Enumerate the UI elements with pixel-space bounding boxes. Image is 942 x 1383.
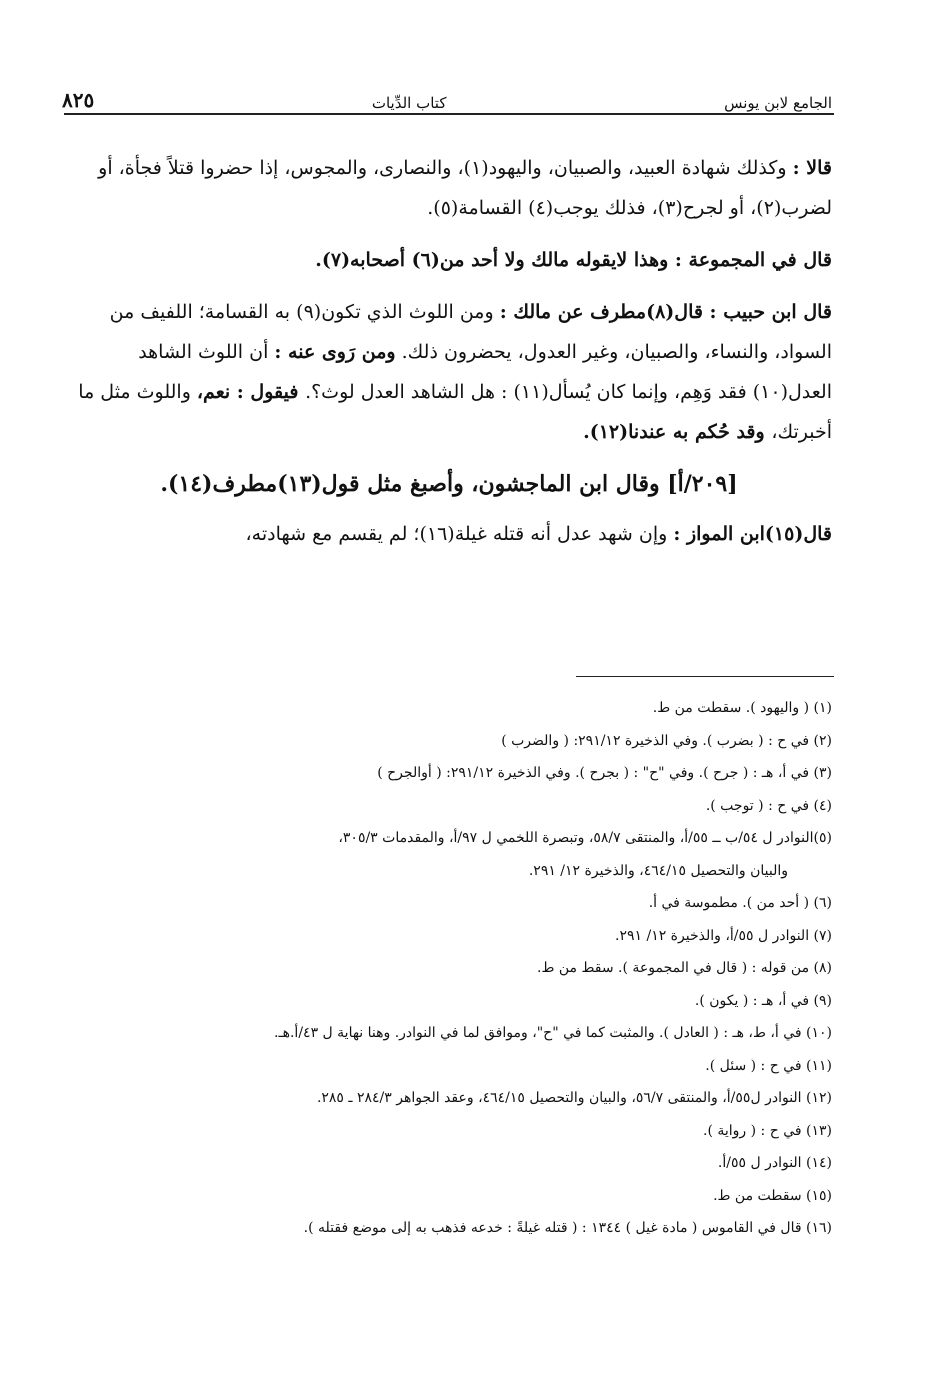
footnote-2: (٢) في ح : ( بضرب ). وفي الذخيرة ٢٩١/١٢: ( والضرب ) (501, 732, 832, 749)
main-text (66, 148, 832, 554)
chapter-title: كتاب الدِّيات (371, 94, 447, 112)
footnote-11: (١١) في ح : ( سئل ). (705, 1057, 832, 1074)
page-number: ٨٢٥ (62, 88, 95, 112)
paragraph-3 (66, 292, 832, 452)
footnote-5: (٥)النوادر ل ٥٤/ب ــ ٥٥/أ، والمنتقى ٥٨/٧، وتبصرة اللخمي ل ٩٧/أ، والمقدمات ٣٠٥/٣، (338, 830, 832, 846)
footnotes (64, 692, 832, 1245)
paragraph-3-d: فيقول : نعم، (196, 381, 306, 403)
footnote-6: (٦) ( أحد من ). مطموسة في أ. (648, 895, 832, 911)
paragraph-5 (66, 514, 832, 554)
paragraph-3-lead: قال ابن حبيب : قال(٨)مطرف عن مالك : (499, 301, 832, 323)
paragraph-3-text: ومن اللوث الذي تكون(٩) به القسامة؛ اللفيف من السواد، والنساء، والصبيان، وغير العدول، يحضرون ذلك. (109, 301, 832, 363)
footnote-3: (٣) في أ، هـ : ( جرح ). وفي "ح" : ( بجرح ). وفي الذخيرة ٢٩١/١٢: ( أوالجرح ) (377, 765, 832, 781)
paragraph-2 (66, 240, 832, 280)
paragraph-5-lead: قال(١٥)ابن المواز : (673, 523, 832, 545)
footnote-7: (٧) النوادر ل ٥٥/أ، والذخيرة ١٢/ ٢٩١. (615, 927, 832, 944)
footnote-13: (١٣) في ح : ( رواية ). (703, 1122, 832, 1139)
paragraph-1-text: وكذلك شهادة العبيد، والصبيان، واليهود(١)، والنصارى، والمجوس، إذا حضروا قتلاً فجأة، أو لضرب(٢)، أو لجرح(٣)، فذلك يوجب(٤) القسامة(٥). (98, 157, 832, 219)
footnote-12: (١٢) النوادر ل٥٥/أ، والمنتقى ٥٦/٧، والبيان والتحصيل ٤٦٤/١٥، وعقد الجواهر ٢٨٤/٣ ـ ٢٨٥. (316, 1090, 832, 1106)
running-header (62, 86, 832, 112)
paragraph-3-f: وقد حُكم به عندنا(١٢). (583, 421, 772, 443)
paragraph-2-text: قال في المجموعة : وهذا لايقوله مالك ولا أحد من(٦) أصحابه(٧). (315, 249, 832, 271)
paragraph-3-b: ومن رَوى عنه : (274, 341, 396, 363)
paragraph-3-c: أن اللوث الشاهد العدل(١٠) فقد وَهِم، وإنما كان يُسأل(١١) : هل الشاهد العدل لوث؟. (138, 341, 832, 403)
footnote-8: (٨) من قوله : ( قال في المجموعة ). سقط من ط. (537, 960, 832, 976)
header-rule (64, 113, 834, 115)
footnote-10: (١٠) في أ، ط، هـ : ( العادل ). والمثبت كما في "ح"، وموافق لما في النوادر. وهنا نهاية ل ٤٣/أ.هـ. (274, 1025, 832, 1041)
paragraph-1-lead: قالا : (792, 157, 832, 179)
footnote-16: (١٦) قال في القاموس ( مادة غيل ) ١٣٤٤ : ( قتله غيلةً : خدعه فذهب به إلى موضع فقتله ). (303, 1220, 832, 1236)
paragraph-4: [٢٠٩/أ] وقال ابن الماجشون، وأصبغ مثل قول(١٣)مطرف(١٤). (160, 471, 738, 497)
footnote-separator (576, 676, 834, 677)
paragraph-5-text: وإن شهد عدل أنه قتله غيلة(١٦)؛ لم يقسم مع شهادته، (245, 523, 674, 545)
footnote-5-continued: والبيان والتحصيل ٤٦٤/١٥، والذخيرة ١٢/ ٢٩١. (528, 862, 788, 879)
paragraph-3-e: واللوث مثل ما أخبرتك، (78, 381, 832, 443)
footnote-15: (١٥) سقطت من ط. (713, 1187, 832, 1204)
footnote-14: (١٤) النوادر ل ٥٥/أ. (717, 1155, 832, 1171)
footnote-1: (١) ( واليهود ). سقطت من ط. (652, 700, 832, 716)
footnote-4: (٤) في ح : ( توجب ). (705, 797, 832, 814)
paragraph-1 (66, 148, 832, 228)
book-title: الجامع لابن يونس (724, 94, 832, 112)
footnote-9: (٩) في أ، هـ : ( يكون ). (694, 992, 832, 1009)
